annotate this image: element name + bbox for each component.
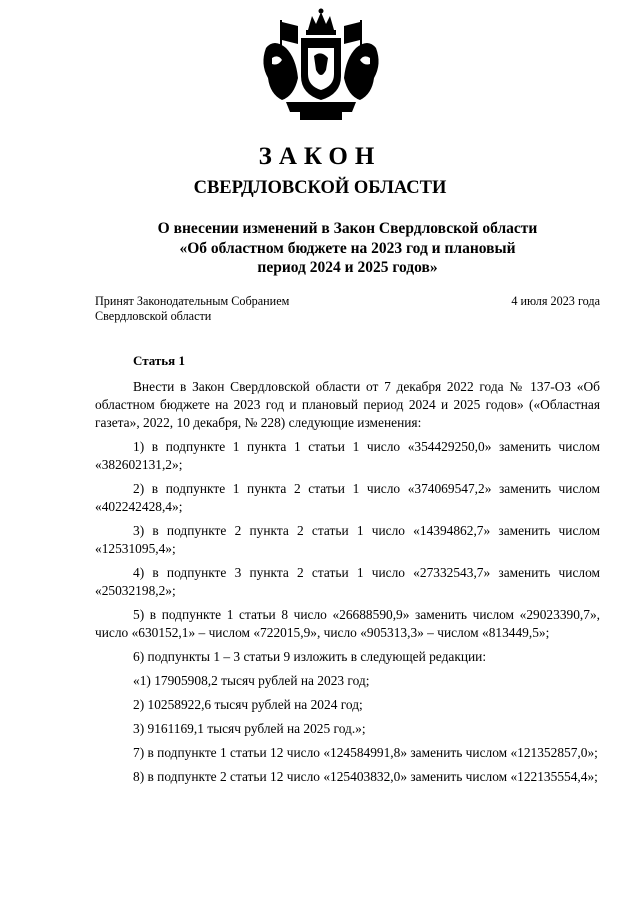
- amendment-item: 2) в подпункте 1 пункта 2 статьи 1 число «374069547,2» заменить числом «402242428,4»;: [95, 481, 600, 514]
- adopted-by-line: Свердловской области: [95, 309, 212, 323]
- amendment-item: 1) в подпункте 1 пункта 1 статьи 1 число «354429250,0» заменить числом «382602131,2»;: [95, 439, 600, 472]
- amendment-item: 3) в подпункте 2 пункта 2 статьи 1 число «14394862,7» заменить числом «12531095,4»;: [95, 523, 600, 556]
- law-name: [95, 219, 600, 278]
- law-name-line: период 2024 и 2025 годов»: [257, 259, 438, 276]
- amendment-item: 4) в подпункте 3 пункта 2 статьи 1 число «27332543,7» заменить числом «25032198,2»;: [95, 565, 600, 598]
- law-name-line: О внесении изменений в Закон Свердловской области: [157, 220, 538, 237]
- article-body: [95, 378, 600, 792]
- amendment-item: 7) в подпункте 1 статьи 12 число «124584991,8» заменить числом «121352857,0»;: [133, 745, 598, 760]
- amendment-item: 5) в подпункте 1 статьи 8 число «26688590,9» заменить числом «29023390,7», число «630152,1» – числом «722015,9», число «905313,3» – числом «813449,5»;: [95, 607, 600, 640]
- adoption-date: 4 июля 2023 года: [511, 294, 600, 308]
- law-name-line: «Об областном бюджете на 2023 год и плановый: [179, 239, 516, 257]
- amendment-item: 3) 9161169,1 тысяч рублей на 2025 год.»;: [133, 721, 366, 736]
- region-subtitle: СВЕРДЛОВСКОЙ ОБЛАСТИ: [193, 178, 447, 198]
- article-paragraph: Внести в Закон Свердловской области от 7 декабря 2022 года № 137-ОЗ «Об областном бюджете на 2023 год и плановый период 2024 и 2025 годов» («Областная газета», 2022, 10 декабря, № 228) следующие изменения:: [95, 379, 600, 430]
- document-type-title: ЗАКОН: [258, 143, 382, 170]
- article-heading: Статья 1: [133, 353, 185, 368]
- adopted-by-line: Принят Законодательным Собранием: [95, 294, 290, 308]
- adoption-info: [95, 294, 289, 324]
- coat-of-arms-icon: [256, 8, 386, 124]
- amendment-item: 8) в подпункте 2 статьи 12 число «125403832,0» заменить числом «122135554,4»;: [133, 769, 598, 784]
- amendment-item: 2) 10258922,6 тысяч рублей на 2024 год;: [133, 697, 363, 712]
- amendment-item: 6) подпункты 1 – 3 статьи 9 изложить в следующей редакции:: [133, 649, 487, 664]
- amendment-item: «1) 17905908,2 тысяч рублей на 2023 год;: [133, 673, 370, 688]
